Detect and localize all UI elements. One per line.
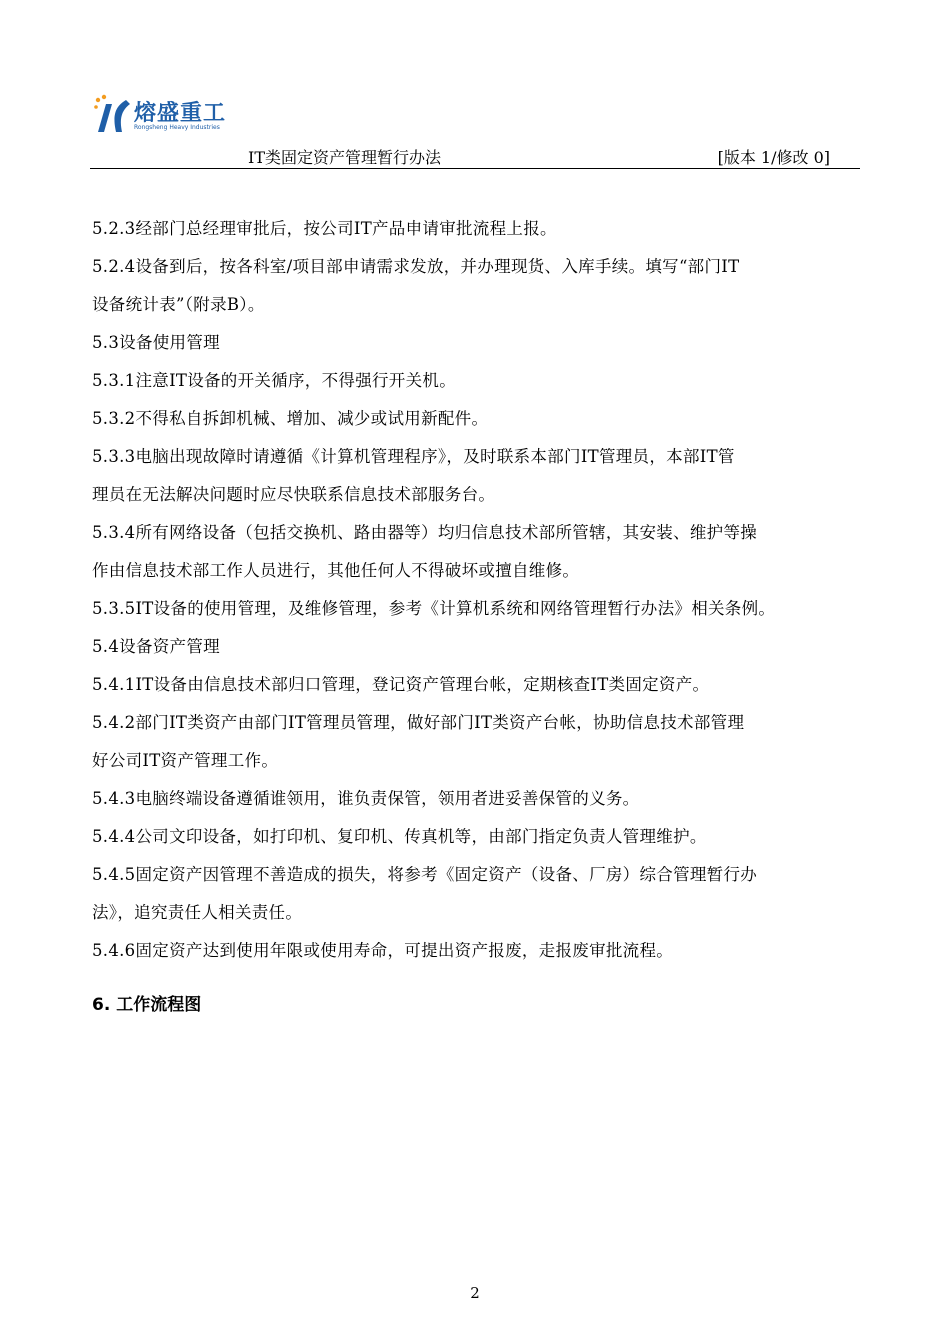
paragraph-line: 设备统计表”（附录B）。 — [92, 295, 265, 314]
paragraph-line: 5.4.2部门IT类资产由部门IT管理员管理，做好部门IT类资产台帐，协助信息技术部管理 — [92, 713, 745, 732]
paragraph-line: 作由信息技术部工作人员进行，其他任何人不得破坏或擅自维修。 — [92, 561, 580, 580]
logo-mark-icon — [92, 92, 132, 136]
paragraph-line: 5.3.4所有网络设备（包括交换机、路由器等）均归信息技术部所管辖，其安装、维护等操 — [92, 523, 758, 542]
header-divider — [90, 168, 860, 169]
paragraph-line: 理员在无法解决问题时应尽快联系信息技术部服务台。 — [92, 485, 496, 504]
paragraph-line: 5.3.1注意IT设备的开关循序，不得强行开关机。 — [92, 371, 457, 390]
paragraph-line: 5.2.3经部门总经理审批后，按公司IT产品申请审批流程上报。 — [92, 219, 557, 238]
section-subheading: 5.3设备使用管理 — [92, 333, 220, 352]
paragraph-line: 5.4.5固定资产因管理不善造成的损失，将参考《固定资产（设备、厂房）综合管理暂行办 — [92, 865, 758, 884]
document-title: IT类固定资产管理暂行办法 — [248, 148, 441, 167]
document-body — [92, 210, 862, 970]
section-subheading: 5.4设备资产管理 — [92, 637, 220, 656]
paragraph-line: 5.4.6固定资产达到使用年限或使用寿命，可提出资产报废，走报废审批流程。 — [92, 941, 674, 960]
paragraph-line: 5.4.3电脑终端设备遵循谁领用，谁负责保管，领用者进妥善保管的义务。 — [92, 789, 640, 808]
paragraph-line: 5.4.4公司文印设备，如打印机、复印机、传真机等，由部门指定负责人管理维护。 — [92, 827, 707, 846]
paragraph-line: 5.3.3电脑出现故障时请遵循《计算机管理程序》，及时联系本部门IT管理员，本部IT管 — [92, 447, 735, 466]
version-label: [版本 1/修改 0] — [717, 148, 830, 167]
paragraph-line: 5.3.5IT设备的使用管理，及维修管理，参考《计算机系统和网络管理暂行办法》相关条例。 — [92, 599, 776, 618]
paragraph-line: 5.4.1IT设备由信息技术部归口管理，登记资产管理台帐，定期核查IT类固定资产。 — [92, 675, 710, 694]
company-logo — [92, 92, 232, 140]
section-heading: 6. 工作流程图 — [92, 995, 202, 1015]
page-number: 2 — [470, 1284, 480, 1302]
paragraph-line: 法》，追究责任人相关责任。 — [92, 903, 303, 922]
logo-chinese-name: 熔盛重工 — [134, 101, 227, 126]
paragraph-line: 5.2.4设备到后，按各科室/项目部申请需求发放，并办理现货、入库手续。填写“部门IT — [92, 257, 740, 276]
logo-english-name: Rongsheng Heavy Industries — [134, 124, 220, 131]
paragraph-line: 5.3.2不得私自拆卸机械、增加、减少或试用新配件。 — [92, 409, 489, 428]
paragraph-line: 好公司IT资产管理工作。 — [92, 751, 279, 770]
